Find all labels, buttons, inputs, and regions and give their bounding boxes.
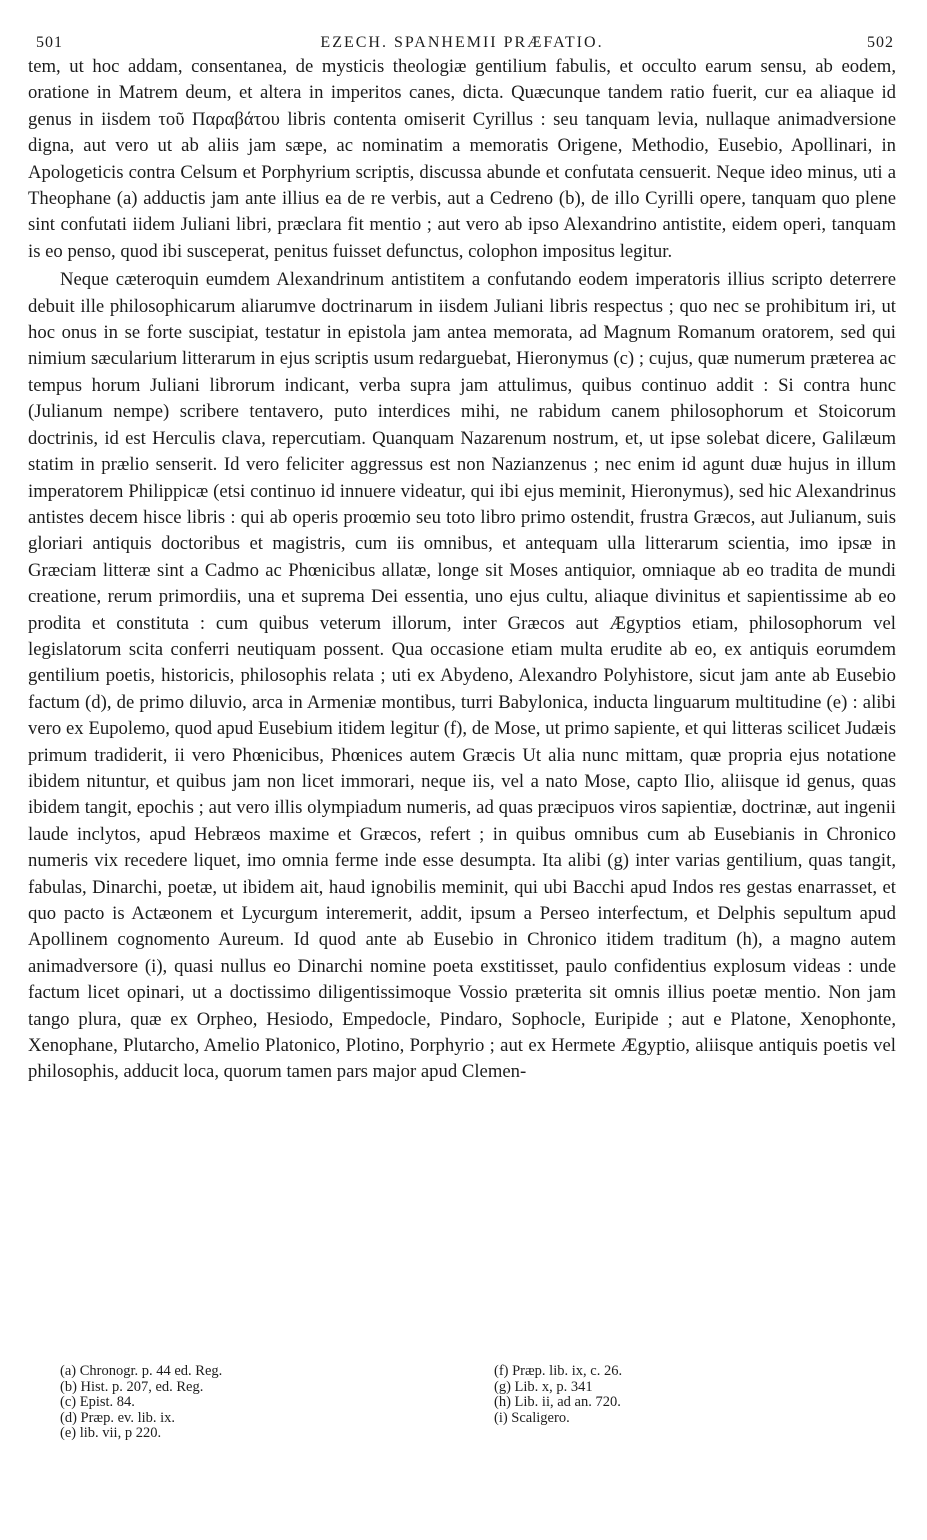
paragraph: tem, ut hoc addam, consentanea, de mysticis theologiæ gentilium fabulis, et occulto earum sensu, ab eodem, oratione in Matrem deum, et altera in imperitos canes, dicta. Quæcunque tandem ratio fuerit, cur ea aliaque id genus in iisdem τοῦ Παραβάτου libris contenta omiserit Cyrillus : seu tanquam levia, nullaque animadversione digna, aut vero ut ab aliis jam sæpe, ac nominatim a memoratis Origene, Methodio, Eusebio, Apollinari, in Apologeticis contra Celsum et Porphyrium scriptis, discussa abunde et confutata censuerit. Neque ideo minus, uti a Theophane (a) adductis jam ante illius ea de re verbis, aut a Cedreno (b), de illo Cyrilli opere, tanquam quo plene sint confutati iidem Juliani libri, præclara fit mentio ; aut vero ab ipso Alexandrino antistite, eidem operi, tanquam is eo penso, quod ibi susceperat, penitus fuisset defunctus, colophon impositus legitur. [28,56,896,262]
page-header [28,30,896,54]
footnote: (c) Epist. 84. [60,1394,135,1411]
footnote: (d) Præp. ev. lib. ix. [60,1409,176,1426]
page-number-right: 502 [867,34,894,51]
footnote: (i) Scaligero. [494,1409,570,1426]
paragraph: Neque cæteroquin eumdem Alexandrinum antistitem a confutando eodem imperatoris illius scripto deterrere debuit ille philosophicarum aliarumve doctrinarum in iisdem Juliani libris respectus ; quo nec se prohibitum iri, ut hoc onus in se forte suscipiat, testatur in epistola jam antea memorata, ad Magnum Romanum oratorem, sed qui nimium sæcularium litterarum in ejus scriptis usum redarguebat, Hieronymus (c) ; cujus, quæ numerum præterea ac tempus horum Juliani librorum indicant, verba supra jam attulimus, quibus continuo addit : Si contra hunc (Julianum nempe) scribere tentavero, puto interdices mihi, ne rabidum canem philosophorum et Stoicorum doctrinis, id est Herculis clava, repercutiam. Quanquam Nazarenum nostrum, et, ut ipse solebat dicere, Galilæum statim in prælio senserit. Id vero feliciter aggressus est non Nazianzenus ; nec enim id agunt duæ hujus in illum imperatorem Philippicæ (etsi continuo id innuere videatur, qui ibi ejus meminit, Hieronymus), sed hic Alexandrinus antistes decem hisce libris : qui ab operis proœmio seu toto libro primo ostendit, frustra Græcos, aut Julianum, suis gloriari antiquis doctoribus et magistris, cum iis omnibus, et antequam ulla litterarum scientia, imo ipsæ in Græciam litteræ sint a Cadmo ac Phœnicibus allatæ, longe sit Moses antiquior, omniaque ab eo tradita de mundi creatione, rerum primordiis, una et suprema Dei essentia, uno ejus cultu, aliaque divinitus et sapientissime ab eo prodita et constituta : cum quibus veterum illorum, inter Græcos aut Ægyptios etiam, philosophorum vel legislatorum scita conferri neutiquam possent. Qua occasione etiam multa erudite ab eo, ex antiquis eorumdem gentilium poetis, historicis, philosophis relata ; uti ex Abydeno, Alexandro Polyhistore, sicut jam ante ab Eusebio factum (d), de primo diluvio, arca in Armeniæ montibus, turri Babylonica, inducta linguarum multitudine (e) : alibi vero ex Eupolemo, quod apud Eusebium itidem legitur (f), de Mose, ut primo sapiente, et qui litteras scilicet Judæis primum tradiderit, ii vero Phœnicibus, Phœnices autem Græcis Ut alia nunc mittam, quæ propria ejus notatione ibidem nituntur, et quibus jam non licet immorari, neque iis, vel a nato Mose, capto Ilio, aliisque id genus, quas ibidem tangit, epochis ; aut vero illis olympiadum numeris, ad quas præcipuos viros sapientiæ, doctrinæ, aut ingenii laude inclytos, apud Hebræos maxime et Græcos, refert ; in quibus omnibus cum ab Eusebianis in Chronico numeris vix recedere liquet, imo omnia ferme inde esse desumpta. Ita alibi (g) inter varias gentilium, quas tangit, fabulas, Dinarchi, poetæ, ut ibidem ait, haud ignobilis meminit, qui ubi Bacchi apud Indos res gestas enarrasset, et quo pacto is Actæonem et Lycurgum interemerit, addit, ipsum a Perseo interfectum, et Delphis sepultum apud Apollinem cognomento Aureum. Id quod ante ab Eusebio in Chronico itidem traditum (h), a magno autem animadversore (i), quasi nullus eo Dinarchi nomine poeta exstitisset, paulo confidentius explosum videas : unde factum licet opinari, ut a doctissimo diligentissimoque Vossio præterita sit omnis illius poetæ mentio. Non jam tango plura, quæ ex Orpheo, Hesiodo, Empedocle, Pindaro, Sophocle, Euripide ; aut e Platone, Xenophonte, Xenophane, Plutarcho, Amelio Platonico, Plotino, Porphyrio ; aut ex Hermete Ægyptio, aliisque antiquis poetis vel philosophis, adducit loca, quorum tamen pars major apud Clemen- [28,269,896,1083]
footnote: (f) Præp. lib. ix, c. 26. [494,1363,623,1379]
page [28,30,896,1086]
running-title: EZECH. SPANHEMII PRÆFATIO. [320,34,604,51]
footnotes-right-column [494,1364,874,1426]
page-number-left: 501 [36,34,63,51]
footnote: (b) Hist. p. 207, ed. Reg. [60,1378,204,1395]
footnote: (g) Lib. x, p. 341 [494,1378,593,1395]
footnote: (e) lib. vii, p 220. [60,1425,162,1442]
footnote: (h) Lib. ii, ad an. 720. [494,1394,621,1411]
footnotes-left-column [60,1364,440,1442]
body-text [28,54,896,1086]
footnote: (a) Chronogr. p. 44 ed. Reg. [60,1363,223,1379]
